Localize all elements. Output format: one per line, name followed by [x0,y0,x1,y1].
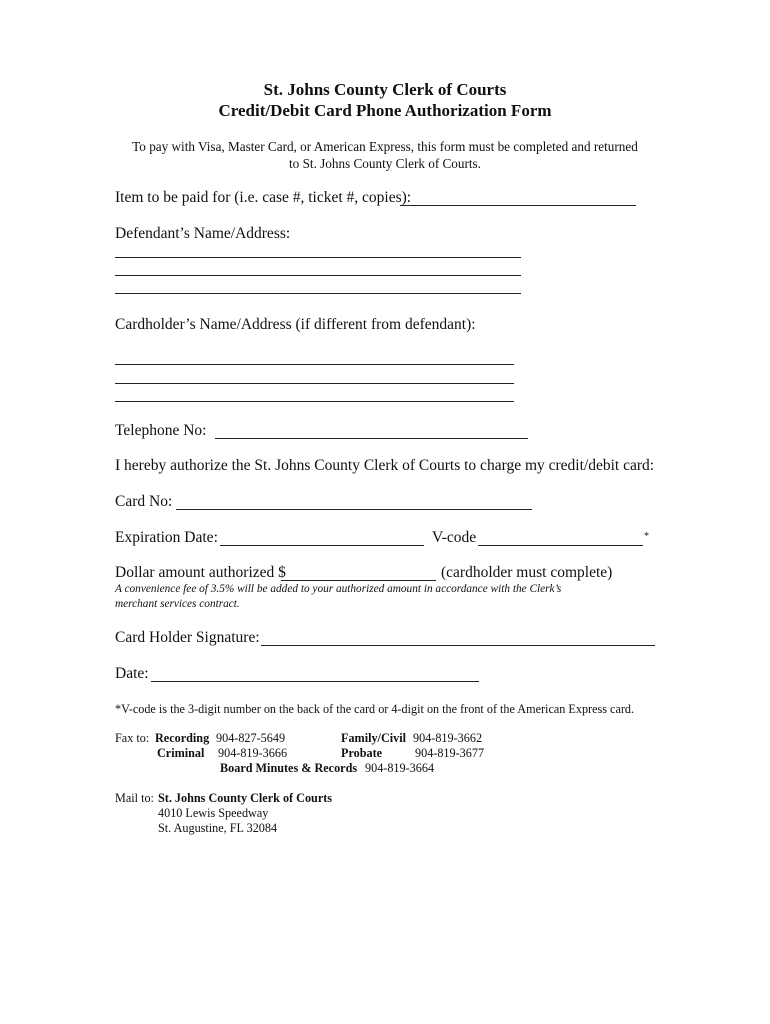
intro-line-1: To pay with Visa, Master Card, or American Express, this form must be completed and returned [132,139,638,154]
defendant-address-line-3[interactable] [115,293,521,294]
fax-board-label: Board Minutes & Records [220,761,358,775]
signature-label: Card Holder Signature: [115,629,260,646]
vcode-input-line[interactable] [478,545,643,546]
expiration-label: Expiration Date: [115,529,218,546]
vcode-label: V-code [432,529,477,546]
item-input-line[interactable] [400,205,636,206]
card-number-label: Card No: [115,493,173,510]
mail-recipient-name: St. Johns County Clerk of Courts [158,791,333,805]
dollar-amount-note: (cardholder must complete) [441,564,613,581]
cardholder-address-line-1[interactable] [115,364,514,365]
intro-line-2: to St. Johns County Clerk of Courts. [289,156,481,171]
mail-label: Mail to: [115,791,154,805]
form-title-agency: St. Johns County Clerk of Courts [263,80,507,99]
telephone-input-line[interactable] [215,438,528,439]
item-label: Item to be paid for (i.e. case #, ticket #, copies): [115,189,412,206]
fax-probate-number: 904-819-3677 [415,746,485,760]
fax-criminal-label: Criminal [157,746,205,760]
mail-street: 4010 Lewis Speedway [158,806,269,820]
cardholder-address-line-3[interactable] [115,401,514,402]
fax-probate-label: Probate [341,746,383,760]
card-number-input-line[interactable] [176,509,532,510]
vcode-asterisk: * [644,531,649,542]
mail-city: St. Augustine, FL 32084 [158,821,278,835]
cardholder-label: Cardholder’s Name/Address (if different from defendant): [115,316,476,333]
fax-criminal-number: 904-819-3666 [218,746,288,760]
telephone-label: Telephone No: [115,422,207,439]
fax-label: Fax to: [115,731,150,745]
fee-note-line-2: merchant services contract. [115,598,240,610]
defendant-label: Defendant’s Name/Address: [115,225,291,242]
signature-input-line[interactable] [261,645,655,646]
expiration-input-line[interactable] [220,545,424,546]
fax-family-label: Family/Civil [341,731,406,745]
cardholder-address-line-2[interactable] [115,383,514,384]
dollar-amount-input-line[interactable] [281,580,436,581]
form-title: Credit/Debit Card Phone Authorization Form [218,101,552,120]
authorization-statement: I hereby authorize the St. Johns County Clerk of Courts to charge my credit/debit card: [115,457,655,474]
defendant-address-line-2[interactable] [115,275,521,276]
fax-recording-number: 904-827-5649 [216,731,286,745]
defendant-address-line-1[interactable] [115,257,521,258]
fax-board-number: 904-819-3664 [365,761,435,775]
fax-family-number: 904-819-3662 [413,731,483,745]
fax-recording-label: Recording [155,731,210,745]
dollar-amount-label: Dollar amount authorized $ [115,564,286,581]
vcode-footnote: *V-code is the 3-digit number on the back of the card or 4-digit on the front of the American Express card. [115,702,635,716]
date-input-line[interactable] [151,681,479,682]
fee-note-line-1: A convenience fee of 3.5% will be added to your authorized amount in accordance with the Clerk’s [115,583,562,595]
date-label: Date: [115,665,149,682]
